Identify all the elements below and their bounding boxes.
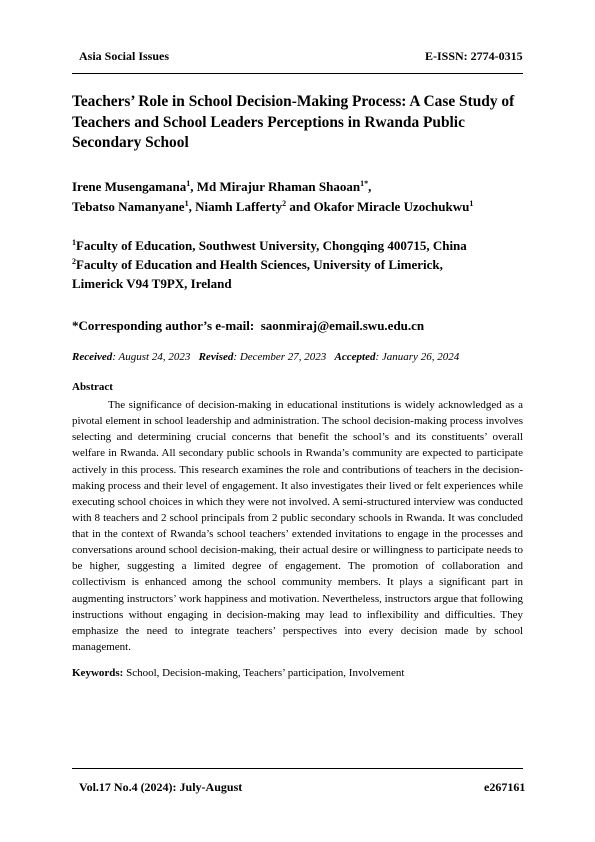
affiliation-text: Faculty of Education, Southwest University, Chongqing 400715, China <box>76 238 467 253</box>
affiliation-text: Faculty of Education and Health Sciences, University of Limerick, <box>76 257 443 272</box>
author-line-2 <box>72 197 473 217</box>
corresponding-author <box>72 318 424 334</box>
affiliation-1 <box>72 236 467 255</box>
author-separator: , <box>368 179 372 194</box>
author-list <box>72 177 473 217</box>
author-separator: and <box>286 199 314 214</box>
author-affil-mark: 1* <box>360 179 369 188</box>
journal-name: Asia Social Issues <box>79 49 170 63</box>
abstract-body: The significance of decision-making in educational institutions is widely acknowledged as a pivotal element in school leadership and administration. The school decision-making process involves selecting and determining crucial concerns that benefit the school’s and its constituents’ overall welfare in Rwanda. All secondary public schools in Rwanda’s community are expected to participate actively in this process. This research examines the role and contributions of teachers in the decision-making process and their level of engagement. It also investigates their lived or felt experiences while executing school choices in which they were not involved. A semi-structured interview was conducted with 8 teachers and 2 school principals from 2 public secondary schools in Rwanda. It was concluded that in the context of Rwanda’s school teachers’ extended invitations to engage in the processes and conversations around school decision-making, their actual desire or willingness to participate needs to be higher, suggesting a limited degree of engagement. The promotion of collaboration and collectivism is enhanced among the school community members. It plays a significant part in augmenting instructors’ work happiness and motivation. Nevertheless, instructors argue that following instructions without engaging in decision-making may lead to inflexibility and difficulties. They emphasize the need to integrate teachers’ perspectives into every decision made by school management. <box>72 399 523 653</box>
author-name: Tebatso Namanyane <box>72 199 185 214</box>
affiliation-2 <box>72 255 467 274</box>
header-rule <box>72 73 523 74</box>
author-name: Okafor Miracle Uzochukwu <box>313 199 470 214</box>
author-affil-mark: 2 <box>282 199 287 208</box>
volume-info: Vol.17 No.4 (2024): July-August <box>79 780 243 794</box>
affiliations <box>72 236 467 293</box>
revised-date: : December 27, 2023 <box>233 351 327 363</box>
received-label: Received <box>72 351 113 363</box>
accepted-date: : January 26, 2024 <box>375 351 460 363</box>
revised-label: Revised <box>198 351 234 363</box>
author-name: Md Mirajur Rhaman Shaoan <box>196 179 361 194</box>
corresponding-email: saonmiraj@email.swu.edu.cn <box>260 318 425 333</box>
accepted-label: Accepted <box>334 351 376 363</box>
author-separator: , <box>188 199 196 214</box>
author-affil-mark: 1 <box>186 179 191 188</box>
received-date: : August 24, 2023 <box>112 351 191 363</box>
keywords-label: Keywords: <box>72 667 124 679</box>
article-id: e267161 <box>484 780 526 794</box>
author-separator: , <box>190 179 197 194</box>
issn: E-ISSN: 2774-0315 <box>425 49 523 63</box>
author-name: Niamh Lafferty <box>195 199 283 214</box>
author-affil-mark: 1 <box>184 199 189 208</box>
footer-rule <box>72 768 523 769</box>
author-line-1 <box>72 177 473 197</box>
paper-title: Teachers’ Role in School Decision-Making Process: A Case Study of Teachers and School Leaders Perceptions in Rwanda Public Secondary School <box>72 93 515 151</box>
affiliation-2-continued: Limerick V94 T9PX, Ireland <box>72 276 232 291</box>
keywords-text: School, Decision-making, Teachers’ participation, Involvement <box>123 667 405 679</box>
keywords <box>72 667 404 679</box>
author-name: Irene Musengamana <box>72 179 187 194</box>
affiliation-number: 1 <box>72 238 76 247</box>
submission-dates <box>72 351 459 363</box>
affiliation-number: 2 <box>72 257 76 266</box>
abstract-heading: Abstract <box>72 381 113 393</box>
corresponding-label: *Corresponding author’s e-mail: <box>72 318 255 333</box>
author-affil-mark: 1 <box>469 199 474 208</box>
